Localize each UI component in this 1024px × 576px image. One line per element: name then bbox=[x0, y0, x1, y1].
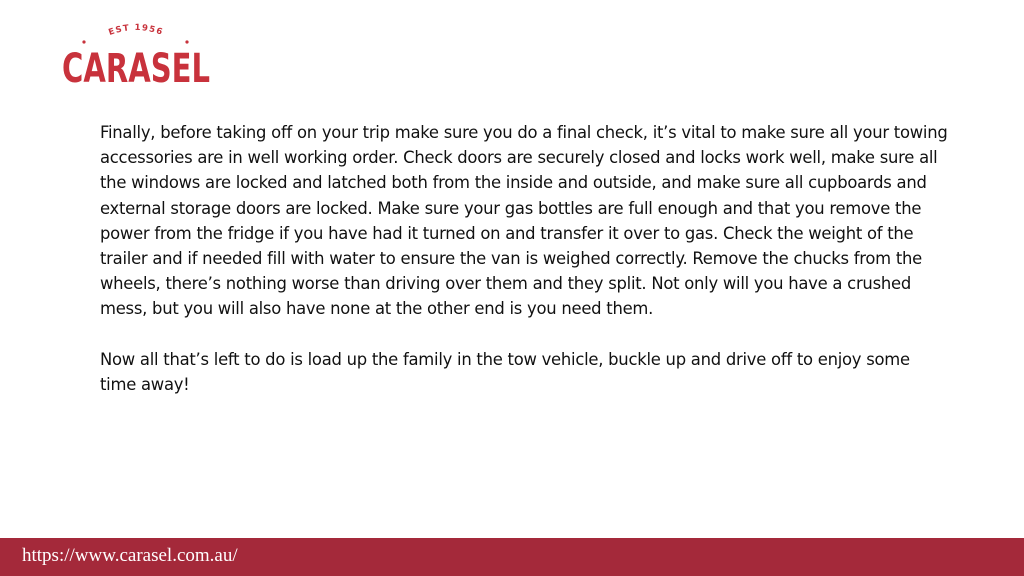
carasel-logo-graphic bbox=[60, 18, 216, 88]
carasel-logo bbox=[60, 18, 216, 88]
logo-wordmark: CARASEL bbox=[62, 46, 210, 88]
logo-dot-right bbox=[185, 40, 188, 43]
paragraph-final-check: Finally, before taking off on your trip make sure you do a final check, it’s vital to make sure all your towing accessories are in well working order. Check doors are securely closed and locks work well, make sure all the windows are locked and latched both from the inside and outside, and make sure all cupboards and external storage doors are locked. Make sure your gas bottles are full enough and that you remove the power from the fridge if you have had it turned on and transfer it over to gas. Check the weight of the trailer and if needed fill with water to ensure the van is weighed correctly. Remove the chucks from the wheels, there’s nothing worse than driving over them and they split. Not only will you have a crushed mess, but you will also have none at the other end is you need them. bbox=[100, 123, 948, 319]
paragraph-closing: Now all that’s left to do is load up the family in the tow vehicle, buckle up and drive off to enjoy some time away! bbox=[100, 349, 910, 394]
website-link[interactable]: https://www.carasel.com.au/ bbox=[22, 545, 238, 566]
logo-est-text: EST 1956 bbox=[107, 22, 165, 38]
article-body bbox=[100, 120, 950, 422]
footer-bar bbox=[0, 538, 1024, 576]
logo-dot-left bbox=[82, 40, 85, 43]
